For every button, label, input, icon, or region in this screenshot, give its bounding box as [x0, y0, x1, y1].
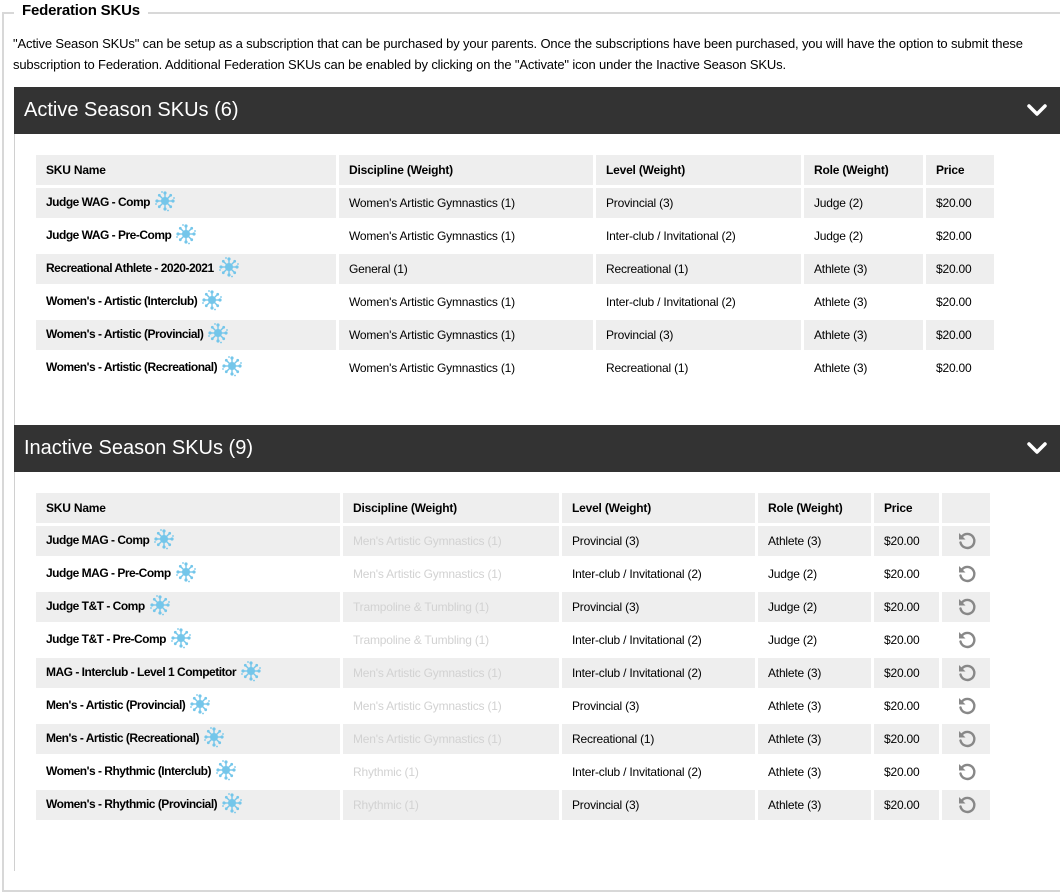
active-skus-body — [14, 134, 1060, 425]
level-cell: Inter-club / Invitational (2) — [562, 658, 755, 688]
price-cell: $20.00 — [926, 353, 994, 383]
restore-icon[interactable] — [956, 728, 978, 750]
level-cell: Recreational (1) — [596, 254, 801, 284]
snowflake-splash-icon — [201, 289, 223, 311]
sku-name: Women's - Rhythmic (Interclub) — [46, 764, 211, 779]
activate-cell — [942, 559, 990, 589]
snowflake-splash-icon — [175, 561, 197, 583]
table-row — [36, 287, 994, 317]
sku-name-cell — [36, 625, 340, 655]
discipline-cell: Women's Artistic Gymnastics (1) — [339, 287, 593, 317]
discipline-cell: Men's Artistic Gymnastics (1) — [343, 559, 559, 589]
role-cell: Judge (2) — [804, 221, 923, 251]
column-header: Level (Weight) — [562, 493, 755, 523]
snowflake-splash-icon — [221, 355, 243, 377]
price-cell: $20.00 — [926, 188, 994, 218]
table-row — [36, 757, 990, 787]
snowflake-splash-icon — [154, 190, 176, 212]
sku-name-cell — [36, 559, 340, 589]
level-cell: Recreational (1) — [596, 353, 801, 383]
column-header: Role (Weight) — [804, 155, 923, 185]
role-cell: Judge (2) — [758, 559, 871, 589]
level-cell: Inter-club / Invitational (2) — [562, 559, 755, 589]
column-header: Discipline (Weight) — [339, 155, 593, 185]
sku-name: Judge MAG - Comp — [46, 533, 150, 548]
sku-name: Women's - Artistic (Recreational) — [46, 360, 218, 375]
price-cell: $20.00 — [874, 625, 939, 655]
role-cell: Athlete (3) — [804, 353, 923, 383]
sku-name: Judge T&T - Comp — [46, 599, 145, 614]
restore-icon[interactable] — [956, 563, 978, 585]
level-cell: Inter-club / Invitational (2) — [562, 625, 755, 655]
snowflake-splash-icon — [175, 223, 197, 245]
column-header: SKU Name — [36, 155, 336, 185]
price-cell: $20.00 — [874, 790, 939, 820]
level-cell: Inter-club / Invitational (2) — [596, 287, 801, 317]
price-cell: $20.00 — [926, 320, 994, 350]
activate-cell — [942, 724, 990, 754]
activate-cell — [942, 691, 990, 721]
column-header: Price — [926, 155, 994, 185]
sku-name-cell — [36, 790, 340, 820]
sku-name: Judge WAG - Pre-Comp — [46, 228, 172, 243]
discipline-cell: Women's Artistic Gymnastics (1) — [339, 221, 593, 251]
column-header: Discipline (Weight) — [343, 493, 559, 523]
table-row — [36, 353, 994, 383]
sku-name: MAG - Interclub - Level 1 Competitor — [46, 665, 237, 680]
price-cell: $20.00 — [926, 221, 994, 251]
table-row — [36, 724, 990, 754]
sku-name-cell — [36, 526, 340, 556]
table-row — [36, 188, 994, 218]
table-row — [36, 658, 990, 688]
restore-icon[interactable] — [956, 662, 978, 684]
level-cell: Recreational (1) — [562, 724, 755, 754]
price-cell: $20.00 — [874, 658, 939, 688]
inactive-skus-title: Inactive Season SKUs (9) — [24, 437, 253, 459]
discipline-cell: Men's Artistic Gymnastics (1) — [343, 724, 559, 754]
price-cell: $20.00 — [926, 287, 994, 317]
inactive-skus-body — [14, 472, 1060, 871]
role-cell: Athlete (3) — [758, 658, 871, 688]
level-cell: Provincial (3) — [596, 320, 801, 350]
sku-name: Judge WAG - Comp — [46, 195, 150, 210]
role-cell: Athlete (3) — [758, 757, 871, 787]
snowflake-splash-icon — [240, 660, 262, 682]
inactive-skus-header[interactable] — [14, 425, 1060, 472]
level-cell: Provincial (3) — [562, 592, 755, 622]
sku-name-cell — [36, 757, 340, 787]
activate-cell — [942, 625, 990, 655]
active-skus-header[interactable] — [14, 87, 1060, 134]
snowflake-splash-icon — [170, 627, 192, 649]
role-cell: Athlete (3) — [804, 320, 923, 350]
discipline-cell: Women's Artistic Gymnastics (1) — [339, 353, 593, 383]
snowflake-splash-icon — [207, 322, 229, 344]
price-cell: $20.00 — [874, 592, 939, 622]
snowflake-splash-icon — [215, 759, 237, 781]
level-cell: Inter-club / Invitational (2) — [596, 221, 801, 251]
restore-icon[interactable] — [956, 695, 978, 717]
level-cell: Provincial (3) — [562, 526, 755, 556]
snowflake-splash-icon — [218, 256, 240, 278]
column-header: Price — [874, 493, 939, 523]
discipline-cell: Women's Artistic Gymnastics (1) — [339, 188, 593, 218]
table-row — [36, 320, 994, 350]
discipline-cell: Women's Artistic Gymnastics (1) — [339, 320, 593, 350]
price-cell: $20.00 — [874, 757, 939, 787]
activate-cell — [942, 790, 990, 820]
price-cell: $20.00 — [874, 559, 939, 589]
active-skus-title: Active Season SKUs (6) — [24, 99, 239, 121]
activate-cell — [942, 757, 990, 787]
snowflake-splash-icon — [189, 693, 211, 715]
table-row — [36, 526, 990, 556]
activate-cell — [942, 526, 990, 556]
active-skus-table — [33, 152, 997, 386]
sku-name: Women's - Artistic (Interclub) — [46, 294, 198, 309]
sku-name-cell — [36, 592, 340, 622]
chevron-down-icon[interactable] — [1026, 100, 1048, 120]
sku-name: Men's - Artistic (Recreational) — [46, 731, 199, 746]
section-legend: Federation SKUs — [14, 2, 148, 19]
discipline-cell: Rhythmic (1) — [343, 757, 559, 787]
price-cell: $20.00 — [874, 724, 939, 754]
table-row — [36, 625, 990, 655]
restore-icon[interactable] — [956, 596, 978, 618]
sku-name-cell — [36, 254, 336, 284]
role-cell: Judge (2) — [758, 625, 871, 655]
role-cell: Athlete (3) — [758, 691, 871, 721]
intro-text: "Active Season SKUs" can be setup as a subscription that can be purchased by your parents. Once the subscriptions have been purchased, you will have the option to submit these subscription to Federation. Additional Federation SKUs can be enabled by clicking on the "Activate" icon under the Inactive Season SKUs. — [13, 36, 1023, 72]
inactive-skus-table — [33, 490, 993, 823]
level-cell: Provincial (3) — [562, 691, 755, 721]
discipline-cell: Trampoline & Tumbling (1) — [343, 592, 559, 622]
sku-name-cell — [36, 188, 336, 218]
activate-cell — [942, 592, 990, 622]
restore-icon[interactable] — [956, 629, 978, 651]
price-cell: $20.00 — [874, 691, 939, 721]
sku-name-cell — [36, 320, 336, 350]
restore-icon[interactable] — [956, 761, 978, 783]
sku-name-cell — [36, 691, 340, 721]
sku-name: Women's - Artistic (Provincial) — [46, 327, 204, 342]
level-cell: Provincial (3) — [562, 790, 755, 820]
table-row — [36, 790, 990, 820]
role-cell: Judge (2) — [804, 188, 923, 218]
chevron-down-icon[interactable] — [1026, 438, 1048, 458]
role-cell: Athlete (3) — [804, 287, 923, 317]
column-header: SKU Name — [36, 493, 340, 523]
snowflake-splash-icon — [203, 726, 225, 748]
table-row — [36, 691, 990, 721]
column-header: Level (Weight) — [596, 155, 801, 185]
table-row — [36, 221, 994, 251]
snowflake-splash-icon — [153, 528, 175, 550]
sku-name-cell — [36, 287, 336, 317]
sku-name: Judge MAG - Pre-Comp — [46, 566, 171, 581]
role-cell: Athlete (3) — [758, 526, 871, 556]
level-cell: Inter-club / Invitational (2) — [562, 757, 755, 787]
discipline-cell: Trampoline & Tumbling (1) — [343, 625, 559, 655]
sku-name: Recreational Athlete - 2020-2021 — [46, 261, 214, 276]
discipline-cell: Men's Artistic Gymnastics (1) — [343, 526, 559, 556]
price-cell: $20.00 — [926, 254, 994, 284]
restore-icon[interactable] — [956, 794, 978, 816]
discipline-cell: Men's Artistic Gymnastics (1) — [343, 658, 559, 688]
role-cell: Judge (2) — [758, 592, 871, 622]
sku-name: Women's - Rhythmic (Provincial) — [46, 797, 218, 812]
table-row — [36, 254, 994, 284]
discipline-cell: Men's Artistic Gymnastics (1) — [343, 691, 559, 721]
sku-name-cell — [36, 221, 336, 251]
snowflake-splash-icon — [221, 792, 243, 814]
snowflake-splash-icon — [149, 594, 171, 616]
sku-name: Judge T&T - Pre-Comp — [46, 632, 167, 647]
level-cell: Provincial (3) — [596, 188, 801, 218]
table-row — [36, 592, 990, 622]
sku-name-cell — [36, 724, 340, 754]
sku-name-cell — [36, 658, 340, 688]
sku-name: Men's - Artistic (Provincial) — [46, 698, 186, 713]
discipline-cell: General (1) — [339, 254, 593, 284]
sku-name-cell — [36, 353, 336, 383]
role-cell: Athlete (3) — [804, 254, 923, 284]
table-row — [36, 559, 990, 589]
column-header: Role (Weight) — [758, 493, 871, 523]
role-cell: Athlete (3) — [758, 790, 871, 820]
price-cell: $20.00 — [874, 526, 939, 556]
activate-cell — [942, 658, 990, 688]
restore-icon[interactable] — [956, 530, 978, 552]
role-cell: Athlete (3) — [758, 724, 871, 754]
column-header — [942, 493, 990, 523]
discipline-cell: Rhythmic (1) — [343, 790, 559, 820]
